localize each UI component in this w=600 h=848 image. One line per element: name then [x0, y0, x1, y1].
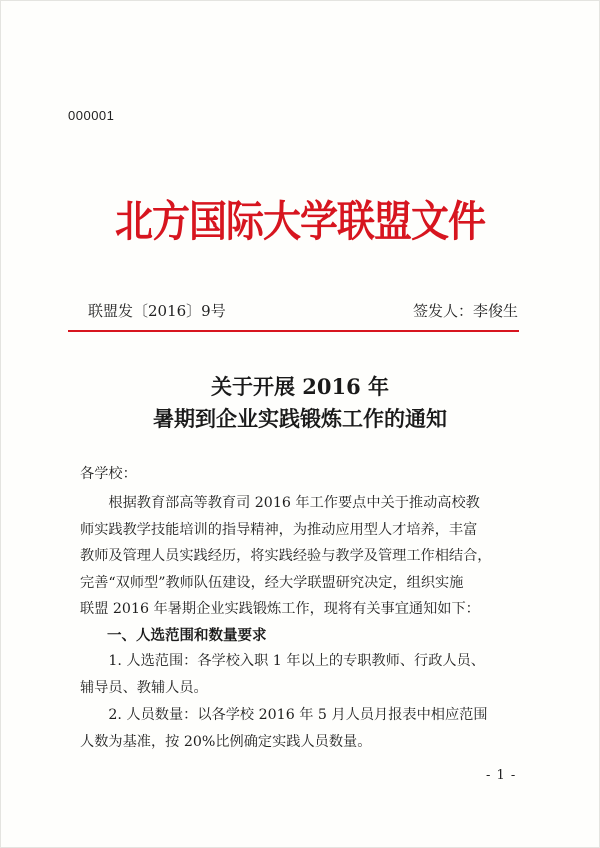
signer: 签发人：李俊生: [412, 302, 518, 320]
intro-paragraph: [80, 490, 540, 623]
paragraph-line: 根据教育部高等教育司 2016 年工作要点中关于推动高校教: [80, 495, 480, 511]
list-item-line: 人数为基准，按 20%比例确定实践人员数量。: [80, 733, 372, 750]
red-divider-rule: [68, 330, 519, 332]
letterhead-title: 北方国际大学联盟文件: [114, 196, 485, 247]
page-number: - 1 -: [486, 768, 517, 783]
section-heading: 一、人选范围和数量要求: [107, 628, 267, 644]
document-serial-number: 000001: [68, 108, 115, 123]
list-item-line: 辅导员、教辅人员。: [80, 679, 208, 696]
list-item: [80, 648, 540, 701]
list-item-line: 2. 人员数量：以各学校 2016 年 5 月人员月报表中相应范围: [80, 707, 488, 723]
notice-title-line-2: 暑期到企业实践锻炼工作的通知: [153, 406, 447, 431]
list-item-line: 1. 人选范围：各学校入职 1 年以上的专职教师、行政人员、: [80, 653, 485, 669]
paragraph-line: 完善“双师型”教师队伍建设，经大学联盟研究决定，组织实施: [80, 574, 464, 591]
paragraph-line: 联盟 2016 年暑期企业实践锻炼工作，现将有关事宜通知如下：: [80, 601, 480, 618]
list-item: [80, 702, 540, 755]
salutation: 各学校：: [80, 466, 137, 482]
notice-title-line-1: 关于开展 2016 年: [210, 374, 390, 399]
paragraph-line: 教师及管理人员实践经历，将实践经验与教学及管理工作相结合，: [80, 548, 492, 565]
issue-number: 联盟发〔2016〕9号: [88, 302, 226, 320]
paragraph-line: 师实践教学技能培训的指导精神，为推动应用型人才培养，丰富: [80, 521, 478, 538]
